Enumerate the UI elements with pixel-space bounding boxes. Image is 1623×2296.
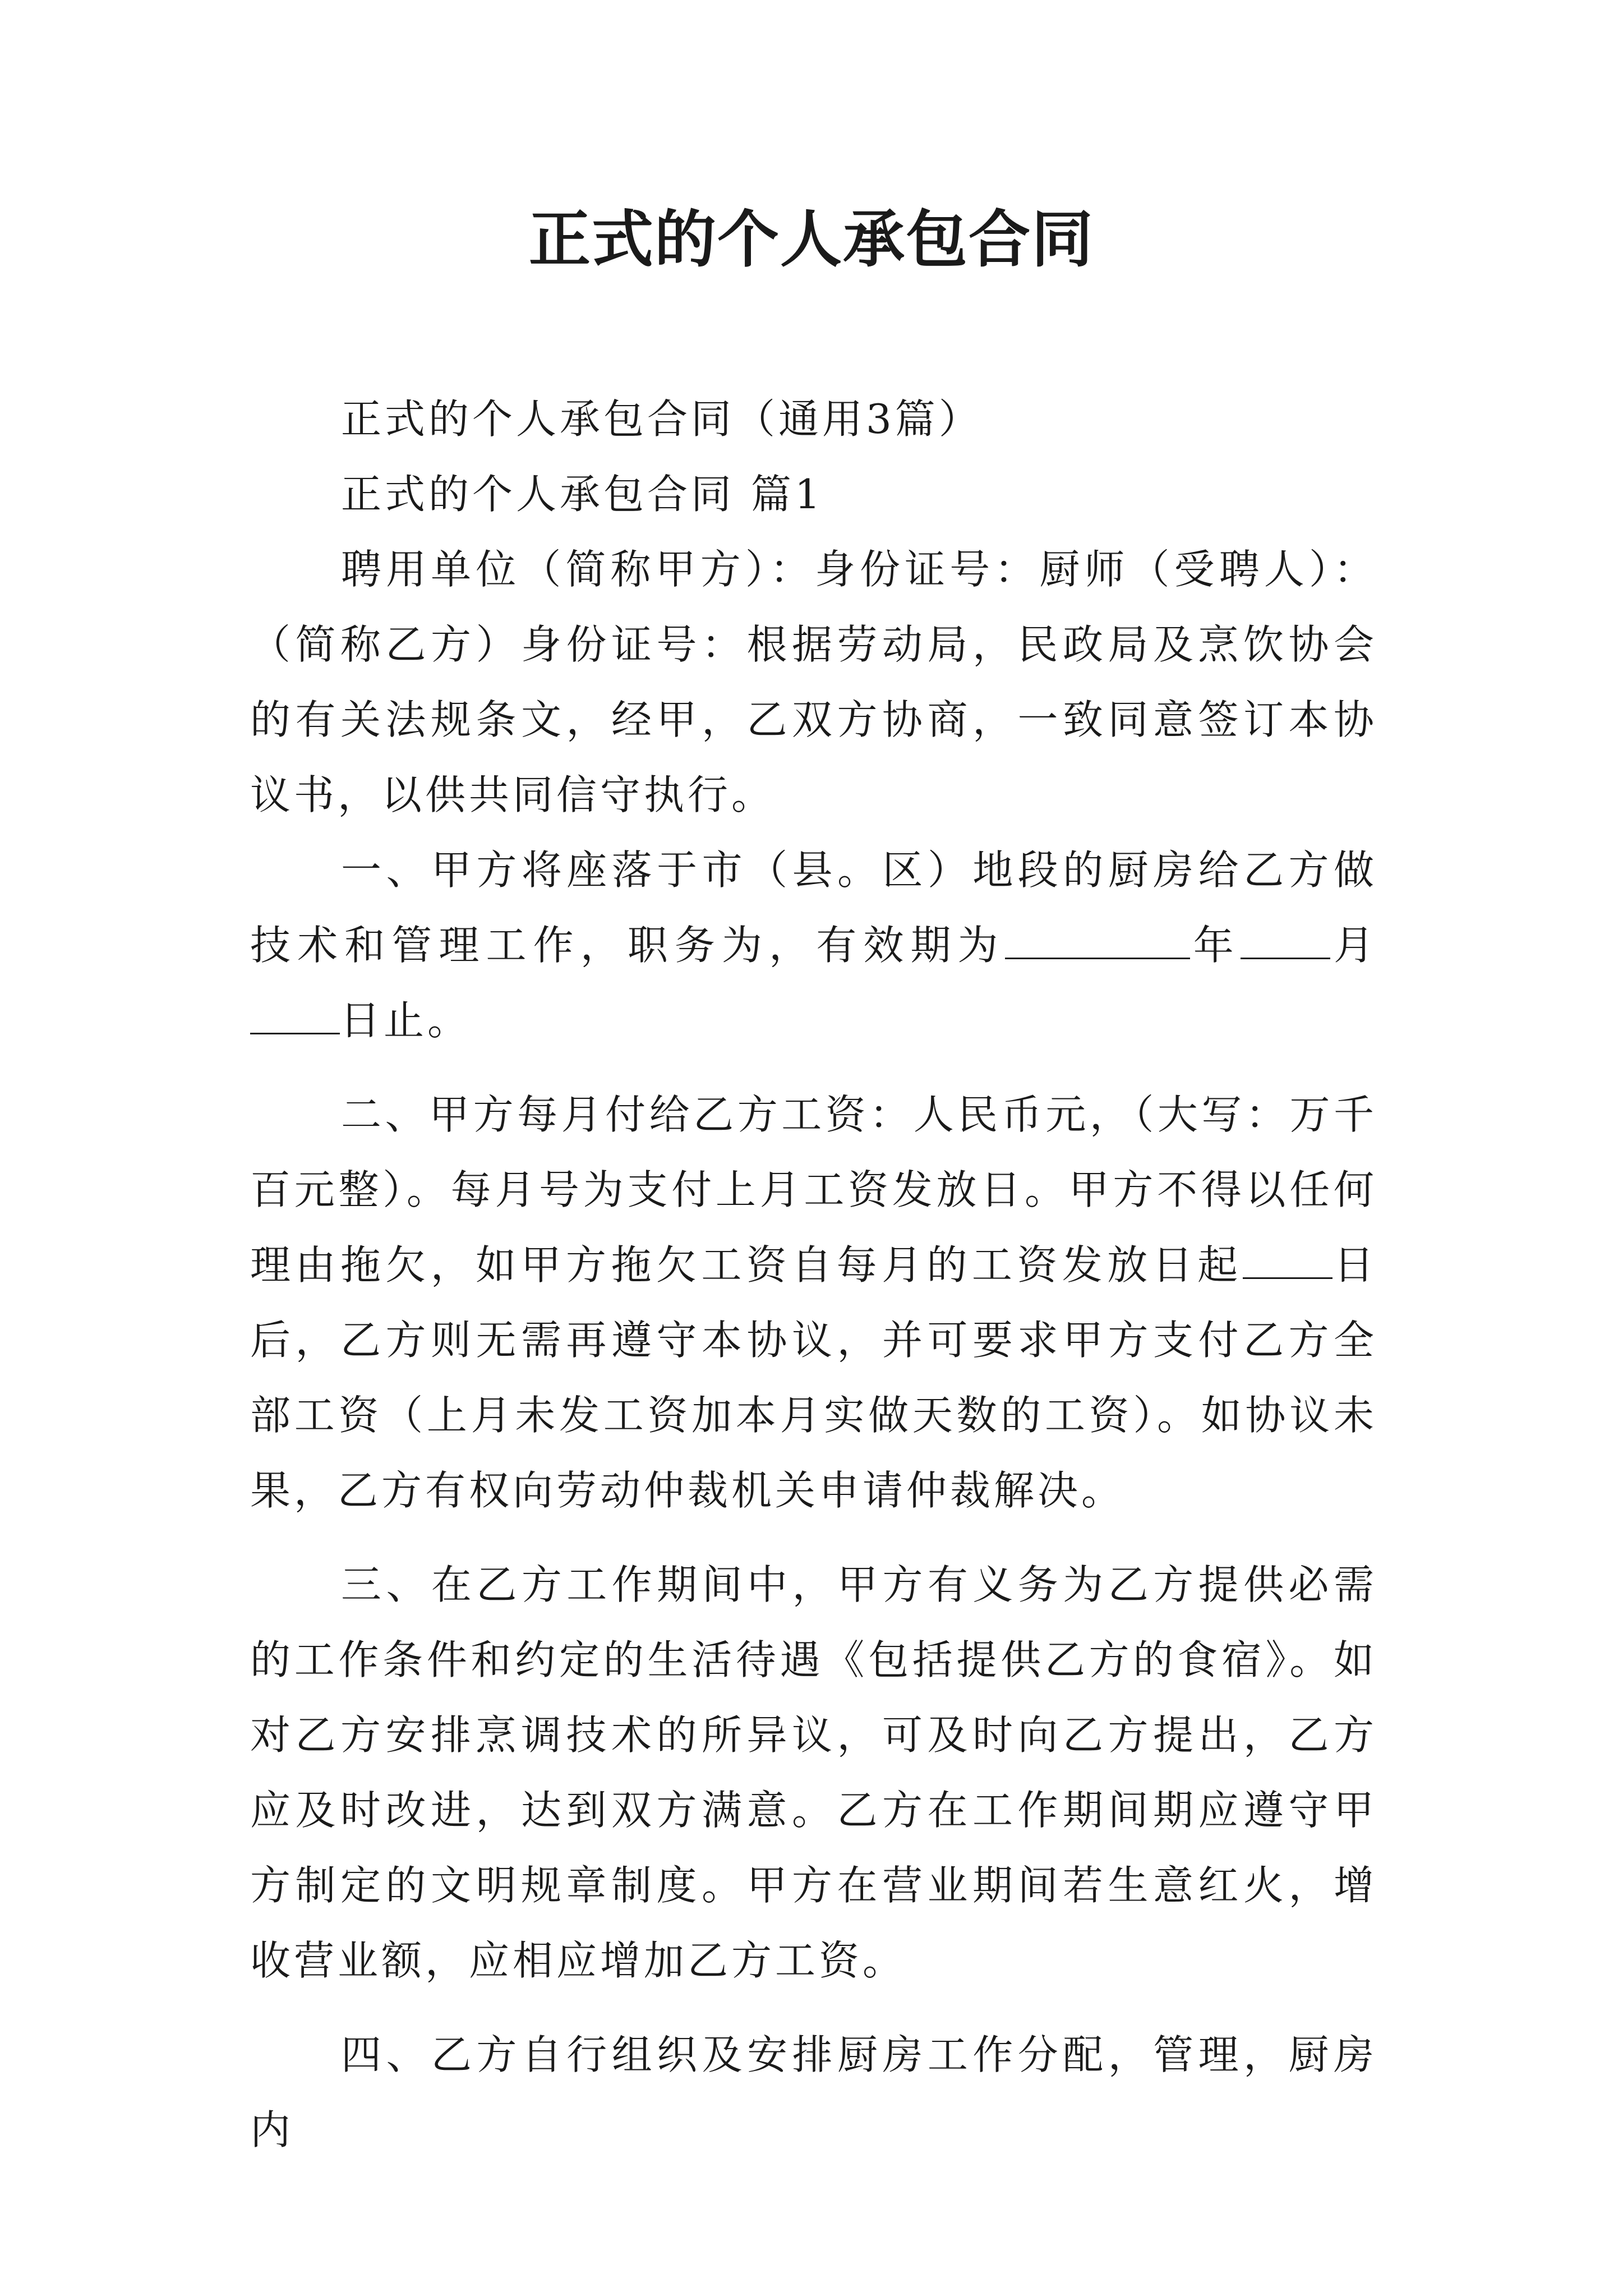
month-blank [1241,919,1330,959]
section-heading: 正式的个人承包合同 篇1 [341,471,824,518]
day-label: 日 [340,997,384,1044]
clause-1-paragraph [250,832,1377,1058]
clause-2-text-a: 二、甲方每月付给乙方工资：人民币元，（大写：万千百元整）。每月号为支付上月工资发放日。甲方不得以任何理由拖欠，如甲方拖欠工资自每月的工资发放日起 [250,1091,1377,1289]
month-label: 月 [1330,922,1377,969]
year-blank [1005,919,1190,959]
document-body [250,381,1377,2168]
clause-4-paragraph: 四、乙方自行组织及安排厨房工作分配，管理，厨房内 [250,2031,1377,2154]
document-title: 正式的个人承包合同 [529,203,1094,275]
intro-paragraph: 聘用单位（简称甲方）：身份证号：厨师（受聘人）：（简称乙方）身份证号：根据劳动局，民政局及烹饮协会的有关法规条文，经甲，乙双方协商，一致同意签订本协议书，以供共同信守执行。 [250,546,1377,818]
clause-3-paragraph: 三、在乙方工作期间中，甲方有义务为乙方提供必需的工作条件和约定的生活待遇《包括提供乙方的食宿》。如对乙方安排烹调技术的所异议，可及时向乙方提出，乙方应及时改进，达到双方满意。乙方在工作期间期应遵守甲方制定的文明规章制度。甲方在营业期间若生意红火，增收营业额，应相应增加乙方工资。 [250,1561,1377,1984]
subtitle: 正式的个人承包合同（通用3篇） [341,395,983,443]
year-label: 年 [1189,922,1241,969]
clause-2-text-b: 日后，乙方则无需再遵守本协议，并可要求甲方支付乙方全部工资（上月未发工资加本月实做天数的工资）。如协议未果，乙方有权向劳动仲裁机关申请仲裁解决。 [250,1241,1377,1514]
days-blank [1243,1239,1332,1279]
clause-2-paragraph [250,1077,1377,1528]
clause-1-text: 一、甲方将座落于市（县。区）地段的厨房给乙方做技术和管理工作，职务为，有效期为 [250,846,1377,969]
day-blank [250,995,340,1034]
clause-1-end: 止。 [384,997,472,1044]
